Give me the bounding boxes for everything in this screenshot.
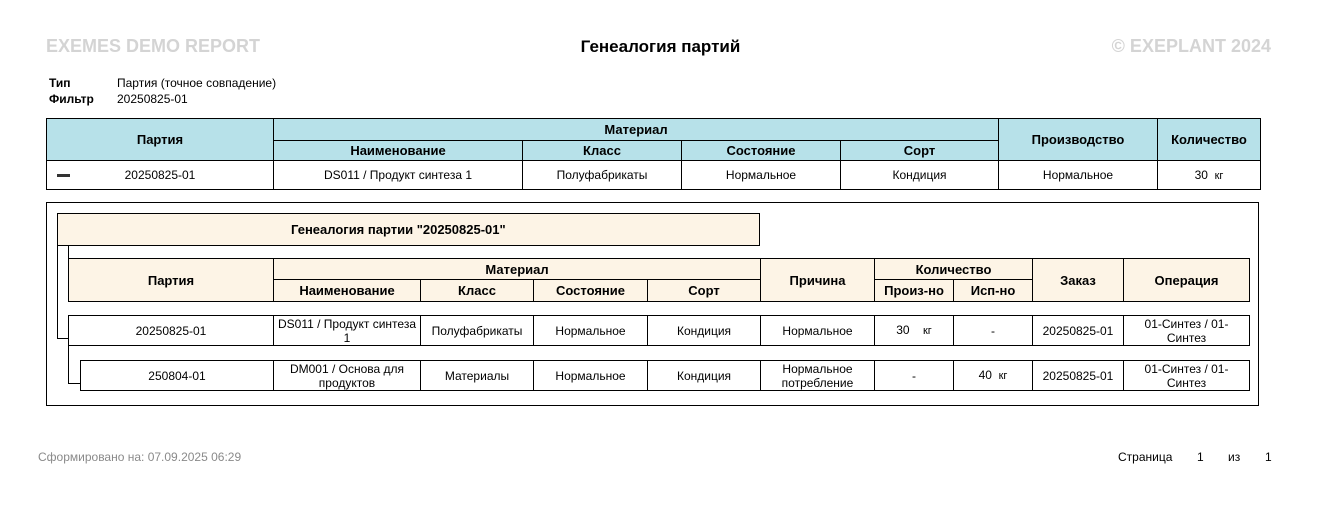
brand-right: © EXEPLANT 2024	[1111, 36, 1271, 56]
g-cell-grade: Кондиция	[648, 316, 761, 346]
g-cell-state: Нормальное	[534, 316, 648, 346]
brand-left: EXEMES DEMO REPORT	[46, 36, 261, 56]
col-quantity: Количество	[1158, 119, 1261, 161]
g-col-reason: Причина	[761, 259, 875, 302]
produced-unit: кг	[922, 325, 932, 337]
g-cell-reason: Нормальное	[761, 316, 875, 346]
g-cell-name: DS011 / Продукт синтеза 1	[274, 316, 421, 346]
g-cell-used: -	[954, 316, 1033, 346]
col-material: Материал	[274, 119, 999, 141]
cell-production: Нормальное	[999, 161, 1158, 190]
g-col-material: Материал	[274, 259, 761, 280]
col-batch: Партия	[47, 119, 274, 161]
quantity-value: 30	[1194, 168, 1208, 182]
filter-value-value: 20250825-01	[117, 92, 188, 106]
cell-quantity	[1158, 161, 1261, 190]
g-cell-reason: Нормальное потребление	[761, 361, 875, 391]
genealogy-row-table	[80, 360, 1250, 391]
g-cell-name: DM001 / Основа для продуктов	[274, 361, 421, 391]
batch-value: 20250825-01	[124, 168, 196, 182]
g-cell-batch: 250804-01	[81, 361, 274, 391]
of-label: из	[1228, 450, 1241, 464]
g-cell-operation: 01-Синтез / 01-Синтез	[1124, 361, 1250, 391]
page-number: 1	[1197, 450, 1204, 464]
g-col-grade: Сорт	[648, 280, 761, 302]
produced-value: 30	[896, 323, 910, 337]
col-production: Производство	[999, 119, 1158, 161]
used-unit: кг	[998, 370, 1008, 382]
col-grade: Сорт	[841, 141, 999, 161]
col-name: Наименование	[274, 141, 523, 161]
filter-value-label: Фильтр	[49, 92, 94, 106]
table-row	[81, 361, 1250, 391]
g-cell-class: Полуфабрикаты	[421, 316, 534, 346]
g-cell-produced: -	[875, 361, 954, 391]
g-col-produced: Произ-но	[875, 280, 954, 302]
g-cell-class: Материалы	[421, 361, 534, 391]
page-total: 1	[1265, 450, 1272, 464]
g-col-order: Заказ	[1033, 259, 1124, 302]
g-cell-operation: 01-Синтез / 01-Синтез	[1124, 316, 1250, 346]
genealogy-title	[57, 213, 760, 246]
generated-timestamp: Сформировано на: 07.09.2025 06:29	[38, 450, 242, 464]
g-cell-batch: 20250825-01	[69, 316, 274, 346]
batch-table	[46, 118, 1261, 190]
g-col-state: Состояние	[534, 280, 648, 302]
cell-grade: Кондиция	[841, 161, 999, 190]
g-cell-order: 20250825-01	[1033, 316, 1124, 346]
genealogy-row-table	[68, 315, 1250, 346]
genealogy-header-table	[68, 258, 1250, 302]
g-cell-order: 20250825-01	[1033, 361, 1124, 391]
g-cell-produced	[875, 316, 954, 346]
collapse-icon[interactable]	[57, 174, 70, 177]
page-label: Страница	[1118, 450, 1173, 464]
tree-connector	[57, 246, 58, 339]
filter-type-value: Партия (точное совпадение)	[117, 76, 277, 90]
col-state: Состояние	[682, 141, 841, 161]
cell-state: Нормальное	[682, 161, 841, 190]
g-col-name: Наименование	[274, 280, 421, 302]
col-class: Класс	[523, 141, 682, 161]
quantity-unit: кг	[1214, 170, 1224, 182]
g-col-quantity: Количество	[875, 259, 1033, 280]
g-col-batch: Партия	[69, 259, 274, 302]
g-col-class: Класс	[421, 280, 534, 302]
genealogy-title-text: Генеалогия партии "20250825-01"	[291, 222, 506, 237]
filter-type-label: Тип	[49, 76, 71, 90]
g-col-used: Исп-но	[954, 280, 1033, 302]
cell-name: DS011 / Продукт синтеза 1	[274, 161, 523, 190]
g-col-operation: Операция	[1124, 259, 1250, 302]
g-cell-state: Нормальное	[534, 361, 648, 391]
page-title: Генеалогия партий	[580, 37, 741, 56]
cell-class: Полуфабрикаты	[523, 161, 682, 190]
tree-connector	[68, 383, 80, 384]
table-row	[69, 316, 1250, 346]
g-cell-grade: Кондиция	[648, 361, 761, 391]
g-cell-used	[954, 361, 1033, 391]
cell-batch	[47, 161, 274, 190]
tree-connector	[68, 346, 69, 384]
used-value: 40	[978, 368, 992, 382]
table-row	[47, 161, 1261, 190]
